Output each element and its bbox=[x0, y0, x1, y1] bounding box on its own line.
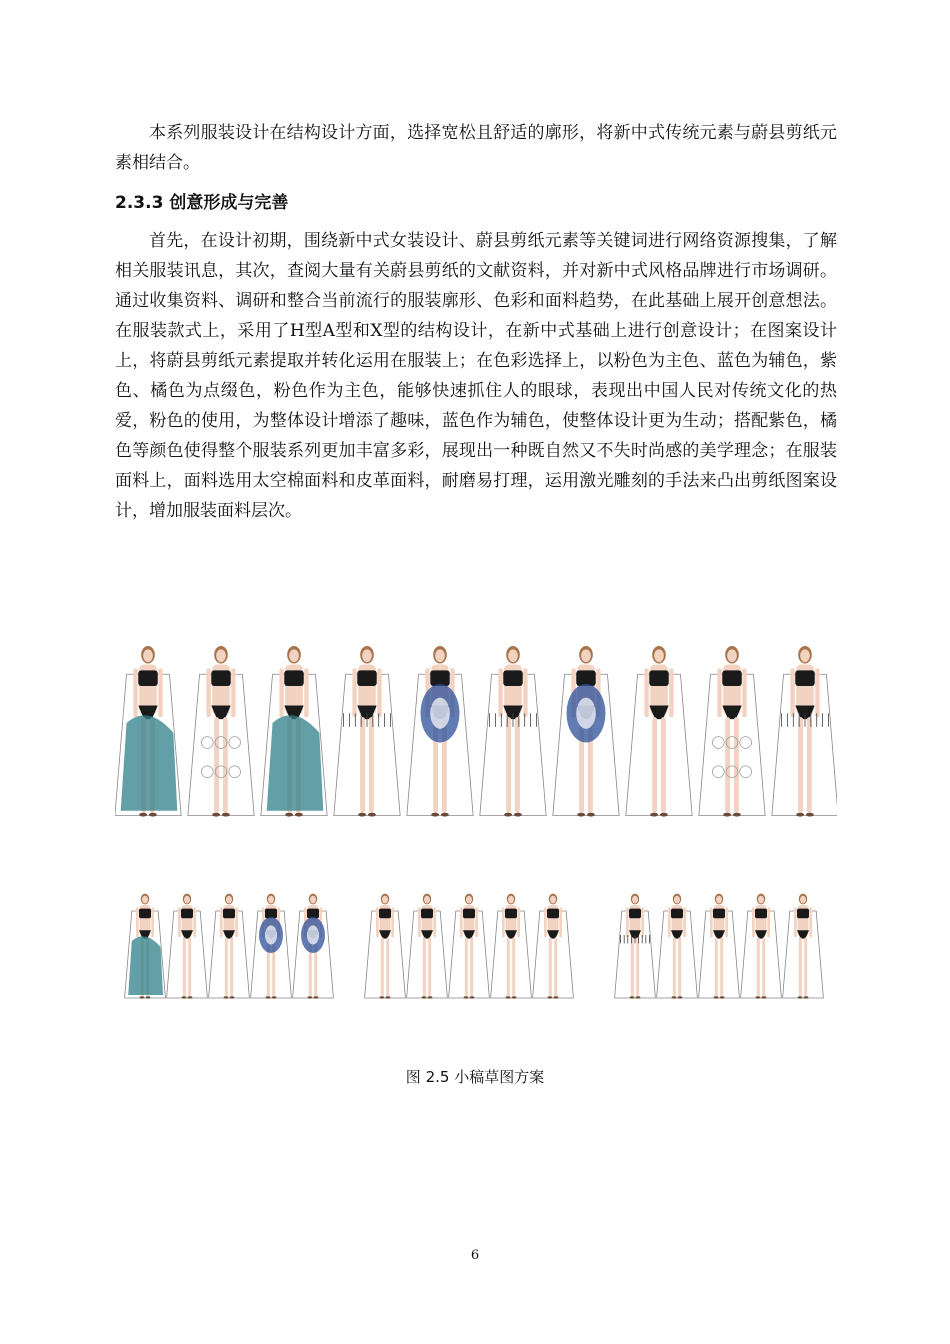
fashion-figure-illustration bbox=[449, 894, 490, 999]
fashion-figure-illustration bbox=[772, 646, 837, 817]
fashion-figure-illustration bbox=[491, 894, 532, 999]
fashion-figure-illustration bbox=[533, 894, 574, 999]
fashion-figure-illustration bbox=[699, 646, 765, 817]
fashion-figure-illustration bbox=[783, 894, 824, 999]
fashion-figure-illustration bbox=[480, 646, 546, 817]
sketch-row-small bbox=[115, 890, 837, 1015]
fashion-figure-illustration bbox=[167, 894, 208, 999]
fashion-figure-illustration bbox=[293, 894, 334, 999]
fashion-figure-illustration bbox=[115, 646, 181, 817]
fashion-figure-illustration bbox=[626, 646, 692, 817]
fashion-figure-illustration bbox=[407, 646, 473, 817]
fashion-figure-illustration bbox=[657, 894, 698, 999]
fashion-figure-illustration bbox=[261, 646, 327, 817]
section-heading: 2.3.3 创意形成与完善 bbox=[115, 193, 289, 213]
fashion-figure-illustration bbox=[741, 894, 782, 999]
fashion-figure-illustration bbox=[334, 646, 400, 817]
intro-paragraph: 本系列服装设计在结构设计方面，选择宽松且舒适的廓形，将新中式传统元素与蔚县剪纸元素相结合。 bbox=[115, 123, 837, 173]
fashion-figure-illustration bbox=[188, 646, 254, 817]
fashion-figure-illustration bbox=[407, 894, 448, 999]
fashion-figure-illustration bbox=[699, 894, 740, 999]
fashion-figure-illustration bbox=[209, 894, 250, 999]
sketch-row-large bbox=[115, 640, 837, 840]
fashion-figure-illustration bbox=[365, 894, 406, 999]
fashion-sketch-figure bbox=[115, 640, 837, 1020]
fashion-figure-illustration bbox=[615, 894, 656, 999]
fashion-figure-illustration bbox=[553, 646, 619, 817]
page-number: 6 bbox=[470, 1248, 480, 1263]
fashion-figure-illustration bbox=[251, 894, 292, 999]
figure-caption: 图 2.5 小稿草图方案 bbox=[405, 1068, 545, 1086]
body-paragraph: 首先，在设计初期，围绕新中式女装设计、蔚县剪纸元素等关键词进行网络资源搜集，了解相关服装讯息，其次，查阅大量有关蔚县剪纸的文献资料，并对新中式风格品牌进行市场调研。通过收集资料、调研和整合当前流行的服装廓形、色彩和面料趋势，在此基础上展开创意想法。在服装款式上，采用了H型A型和X型的结构设计，在新中式基础上进行创意设计；在图案设计上，将蔚县剪纸元素提取并转化运用在服装上；在色彩选择上，以粉色为主色、蓝色为辅色，紫色、橘色为点缀色，粉色作为主色，能够快速抓住人的眼球，表现出中国人民对传统文化的热爱，粉色的使用，为整体设计增添了趣味，蓝色作为辅色，使整体设计更为生动；搭配紫色，橘色等颜色使得整个服装系列更加丰富多彩，展现出一种既自然又不失时尚感的美学理念；在服装面料上，面料选用太空棉面料和皮革面料，耐磨易打理，运用激光雕刻的手法来凸出剪纸图案设计，增加服装面料层次。 bbox=[115, 231, 837, 521]
fashion-figure-illustration bbox=[125, 894, 166, 999]
